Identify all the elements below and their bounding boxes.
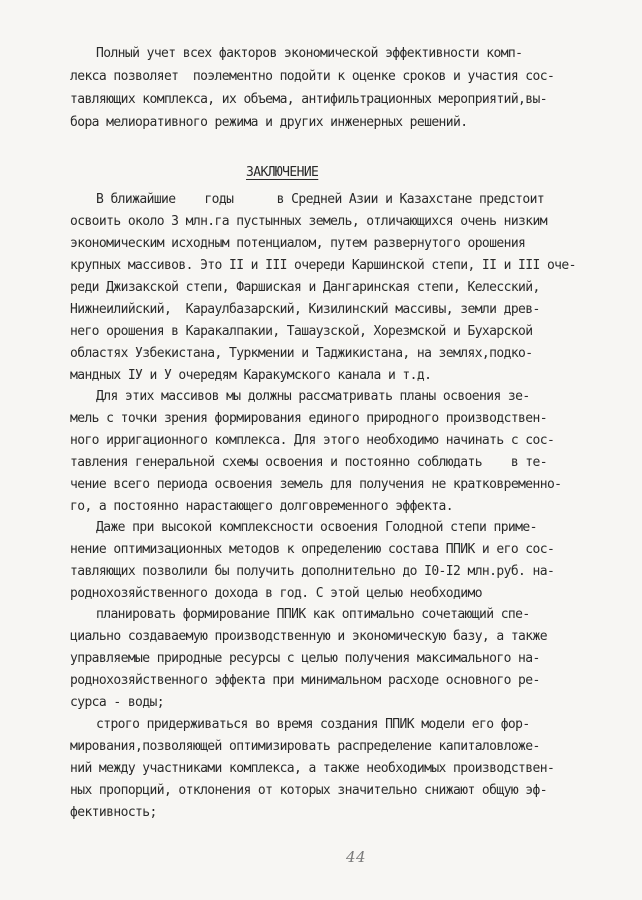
- para5-line: ных пропорций, отклонения от которых значительно снижают общую эф-: [70, 783, 547, 798]
- para3-line: роднохозяйственного дохода в год. С этой целью необходимо: [70, 586, 482, 601]
- para1-line: реди Джизакской степи, Фаршиская и Дангаринская степи, Келесский,: [70, 280, 540, 295]
- para2-line: ного ирригационного комплекса. Для этого необходимо начинать с сос-: [70, 433, 555, 448]
- para4-line: планировать формирование ППИК как оптимально сочетающий спе-: [96, 607, 530, 622]
- para3-line: тавляющих позволили бы получить дополнительно до I0-I2 млн.руб. на-: [70, 564, 555, 579]
- para1-line: него орошения в Каракалпакии, Ташаузской, Хорезмской и Бухарской: [70, 324, 533, 339]
- para1-line: В ближайшие годы в Средней Азии и Казахстане предстоит: [96, 192, 545, 207]
- para5-line: ний между участниками комплекса, а также необходимых производствен-: [70, 761, 555, 776]
- para2-line: Для этих массивов мы должны рассматривать планы освоения зе-: [96, 389, 530, 404]
- para4-line: циально создаваемую производственную и экономическую базу, а также: [70, 629, 547, 644]
- para2-line: го, а постоянно нарастающего долговременного эффекта.: [70, 499, 454, 514]
- section-title: ЗАКЛЮЧЕНИЕ: [246, 165, 319, 180]
- para1-line: крупных массивов. Это II и III очереди Каршинской степи, II и III оче-: [70, 258, 576, 273]
- para1-line: Нижнеилийский, Караулбазарский, Кизилинский массивы, земли древ-: [70, 302, 540, 317]
- intro-line: Полный учет всех факторов экономической эффективности комп-: [96, 46, 523, 61]
- intro-line: тавляющих комплекса, их объема, антифильтрационных мероприятий,вы-: [70, 92, 547, 107]
- para2-line: чение всего периода освоения земель для получения не кратковременно-: [70, 477, 562, 492]
- para3-line: нение оптимизационных методов к определению состава ППИК и его сос-: [70, 542, 555, 557]
- para5-line: строго придерживаться во время создания ППИК модели его фор-: [96, 717, 530, 732]
- para4-line: сурса - воды;: [70, 695, 164, 710]
- intro-line: лекса позволяет поэлементно подойти к оценке сроков и участия сос-: [70, 69, 555, 84]
- para4-line: управляемые природные ресурсы с целью получения максимального на-: [70, 651, 540, 666]
- para2-line: тавления генеральной схемы освоения и постоянно соблюдать в те-: [70, 455, 547, 470]
- para5-line: фективность;: [70, 805, 157, 820]
- para1-line: областях Узбекистана, Туркмении и Таджикистана, на землях,подко-: [70, 346, 533, 361]
- para1-line: экономическим исходным потенциалом, путем развернутого орошения: [70, 236, 526, 251]
- para2-line: мель с точки зрения формирования единого природного производствен-: [70, 411, 547, 426]
- intro-line: бора мелиоративного режима и других инженерных решений.: [70, 115, 468, 130]
- para3-line: Даже при высокой комплексности освоения Голодной степи приме-: [96, 520, 537, 535]
- para5-line: мирования,позволяющей оптимизировать распределение капиталовложе-: [70, 739, 540, 754]
- page-number: 44: [346, 848, 367, 866]
- para1-line: освоить около 3 млн.га пустынных земель, отличающихся очень низким: [70, 214, 547, 229]
- para1-line: мандных IУ и У очередям Каракумского канала и т.д.: [70, 368, 432, 383]
- para4-line: роднохозяйственного эффекта при минимальном расходе основного ре-: [70, 673, 540, 688]
